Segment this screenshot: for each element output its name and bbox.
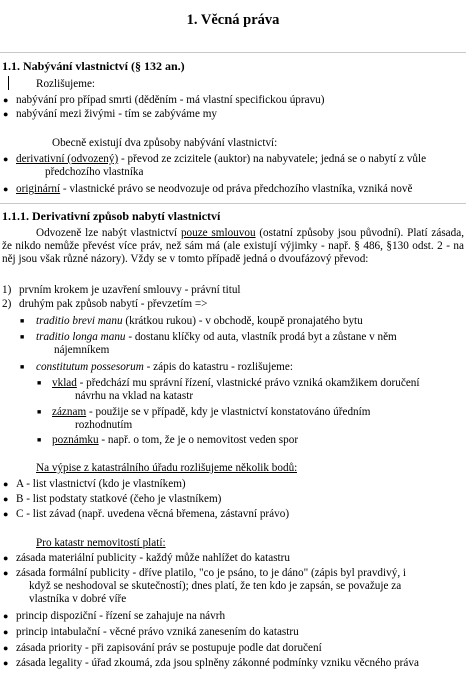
item-continuation: nájemníkem bbox=[54, 344, 110, 356]
paragraph-ways-intro: Obecně existují dva způsoby nabývání vlastnictví: bbox=[52, 137, 278, 149]
bullet-square-icon: ■ bbox=[37, 408, 42, 416]
item-text: - převod ze zcizitele (auktor) na nabyvatele; jedná se o nabytí z vůle bbox=[118, 153, 427, 165]
step-text: prvním krokem je uzavření smlouvy - právní titul bbox=[19, 284, 241, 296]
paragraph-text: (ostatní způsoby jsou původní). Platí zásada, že nikdo nemůže převést více práv, než sám má (ale existují výjimky - např. § 486, §130 odst. 2 - na něj jsou však různé názory). Vždy se v tomto případě jedná o dvoufázový převod: bbox=[2, 227, 464, 265]
item-continuation: návrhu na vklad na katastr bbox=[75, 390, 194, 402]
list-item bbox=[16, 183, 412, 196]
paragraph-intro: Rozlišujeme: bbox=[36, 78, 96, 90]
list-item: C - list závad (např. uvedena věcná břemena, zástavní právo) bbox=[16, 508, 290, 520]
term-longa-manu: traditio longa manu bbox=[36, 331, 126, 343]
list-item: princip dispoziční - řízení se zahajuje na návrh bbox=[16, 610, 226, 622]
principles-heading: Pro katastr nemovitostí platí: bbox=[36, 537, 166, 549]
term-poznamka: poznámku bbox=[52, 434, 99, 446]
list-item: A - list vlastnictví (kdo je vlastníkem) bbox=[16, 478, 186, 490]
term-original: originární bbox=[16, 183, 61, 195]
paragraph-derivative bbox=[2, 227, 464, 266]
list-item: princip intabulační - věcné právo vzniká zanesením do katastru bbox=[16, 626, 299, 638]
bullet-square-icon: ■ bbox=[20, 363, 25, 371]
list-item: zásada formální publicity - dříve platilo, "co je psáno, to je dáno" (zápis byl pravdivý, i bbox=[16, 567, 407, 579]
item-continuation: vlastníka v dobré víře bbox=[29, 593, 127, 605]
list-item bbox=[36, 361, 293, 374]
paragraph-text: Odvozeně lze nabýt vlastnictví bbox=[36, 227, 181, 239]
bullet-icon: ● bbox=[3, 184, 9, 194]
text-cursor bbox=[8, 76, 9, 90]
item-continuation: předchozího vlastníka bbox=[45, 166, 144, 178]
term-brevi-manu: traditio brevi manu bbox=[36, 315, 123, 327]
list-item: B - list podstaty statkové (čeho je vlastníkem) bbox=[16, 493, 222, 505]
bullet-icon: ● bbox=[3, 154, 9, 164]
bullet-icon: ● bbox=[3, 643, 9, 653]
list-item bbox=[36, 315, 363, 328]
item-text: - předchází mu správní řízení, vlastnické právo vzniká okamžikem doručení bbox=[76, 377, 420, 389]
list-item: nabývání pro případ smrti (děděním - má vlastní specifickou úpravu) bbox=[16, 94, 325, 106]
list-item: zásada materiální publicity - každý může nahlížet do katastru bbox=[16, 552, 290, 564]
item-text: - použije se v případě, kdy je vlastnictví konstatováno úředním bbox=[86, 406, 371, 418]
bullet-icon: ● bbox=[3, 658, 9, 668]
bullet-icon: ● bbox=[3, 479, 9, 489]
bullet-icon: ● bbox=[3, 627, 9, 637]
bullet-square-icon: ■ bbox=[20, 333, 25, 341]
term-derivative: derivativní (odvozený) bbox=[16, 153, 119, 165]
list-item bbox=[52, 434, 298, 447]
item-text: - dostanu klíčky od auta, vlastník prodá byt a zůstane v něm bbox=[125, 331, 397, 343]
item-text: - zápis do katastru - rozlišujeme: bbox=[143, 361, 293, 373]
list-item bbox=[52, 377, 420, 390]
list-item: zásada priority - při zapisování práv se postupuje podle dat doručení bbox=[16, 642, 322, 654]
bullet-square-icon: ■ bbox=[37, 436, 42, 444]
page-title: 1. Věcná práva bbox=[186, 12, 280, 28]
list-item: zásada legality - úřad zkoumá, zda jsou splněny zákonné podmínky vzniku věcného práva bbox=[16, 657, 419, 669]
term-zaznam: záznam bbox=[52, 406, 87, 418]
term-contract-only: pouze smlouvou bbox=[180, 227, 256, 239]
bullet-icon: ● bbox=[3, 95, 9, 105]
bullet-icon: ● bbox=[3, 553, 9, 563]
bullet-icon: ● bbox=[3, 611, 9, 621]
step-number: 1) bbox=[2, 284, 12, 296]
item-text: - vlastnické právo se neodvozuje od práva předchozího vlastníka, vzniká nově bbox=[60, 183, 413, 195]
list-item bbox=[36, 331, 397, 344]
list-item bbox=[16, 153, 426, 166]
bullet-icon: ● bbox=[3, 494, 9, 504]
list-item: nabývání mezi živými - tím se zabýváme my bbox=[16, 108, 218, 120]
bullet-square-icon: ■ bbox=[37, 379, 42, 387]
term-vklad: vklad bbox=[52, 377, 77, 389]
term-constitutum: constitutum possesorum bbox=[36, 361, 144, 373]
bullet-icon: ● bbox=[3, 109, 9, 119]
bullet-icon: ● bbox=[3, 509, 9, 519]
bullet-square-icon: ■ bbox=[20, 317, 25, 325]
section-heading-acquisition: 1.1. Nabývání vlastnictví (§ 132 an.) bbox=[2, 60, 185, 73]
item-text: - např. o tom, že je o nemovitost veden spor bbox=[98, 434, 299, 446]
item-continuation: rozhodnutím bbox=[75, 419, 133, 431]
item-text: (krátkou rukou) - v obchodě, koupě pronajatého bytu bbox=[122, 315, 363, 327]
extract-heading: Na výpise z katastrálního úřadu rozlišujeme několik bodů: bbox=[36, 462, 298, 474]
bullet-icon: ● bbox=[3, 568, 9, 578]
list-item bbox=[52, 406, 370, 419]
step-text: druhým pak způsob nabytí - převzetím => bbox=[19, 298, 208, 310]
subsection-heading-derivative: 1.1.1. Derivativní způsob nabytí vlastnictví bbox=[2, 210, 221, 223]
item-continuation: když se neshodoval se skutečností); dnes platí, že ten kdo je zapsán, se považuje za bbox=[29, 580, 402, 592]
step-number: 2) bbox=[2, 298, 12, 310]
section-divider bbox=[0, 52, 466, 53]
section-divider bbox=[0, 203, 466, 204]
